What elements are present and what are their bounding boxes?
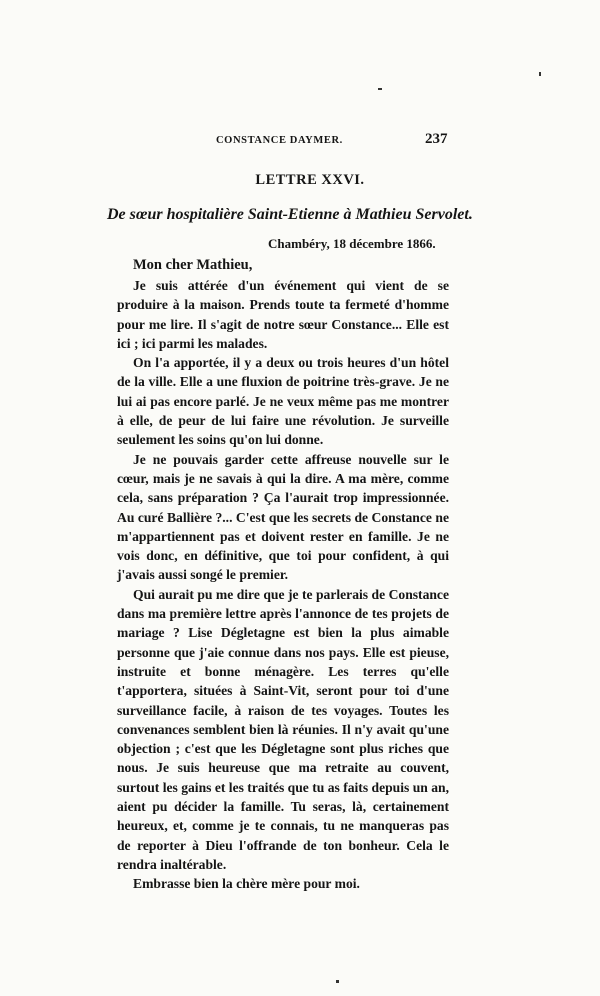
scan-speck	[378, 88, 382, 90]
running-head	[0, 131, 600, 153]
paragraph: Embrasse bien la chère mère pour moi.	[133, 876, 360, 892]
letter-body	[117, 276, 449, 894]
letter-dateline: Chambéry, 18 décembre 1866.	[268, 236, 436, 251]
running-title: CONSTANCE DAYMER.	[216, 135, 343, 146]
letter-salutation: Mon cher Mathieu,	[133, 257, 253, 273]
scan-speck	[336, 980, 339, 983]
scan-speck	[539, 72, 541, 76]
paragraph: Je ne pouvais garder cette affreuse nouvelle sur le cœur, mais je ne savais à qui la dire. A ma mère, comme cela, sans préparation ? Ça l'aurait trop impressionnée. Au curé Ballière ?... C'est que les secrets de Constance ne m'appartiennent pas et doivent rester en famille. Je ne vois donc, en définitive, que toi pour confident, à qui j'avais aussi songé le premier.	[117, 451, 449, 583]
paragraph: Qui aurait pu me dire que je te parlerais de Constance dans ma première lettre après l'annonce de tes projets de mariage ? Lise Dégletagne est bien la plus aimable personne que j'aie connue dans nos pays. Elle est pieuse, instruite et bonne ménagère. Les terres qu'elle t'apportera, situées à Saint-Vit, seront pour toi d'une surveillance facile, à raison de tes voyages. Toutes les convenances semblent bien là réunies. Il n'y avait qu'une objection ; c'est que les Dégletagne sont plus riches que nous. Je suis heureuse que ma retraite au couvent, surtout les gains et les traités que tu as faits depuis un an, aient pu décider la famille. Tu seras, là, certainement heureux, et, comme je te connais, tu ne manqueras pas de reporter à Dieu l'offrande de ton bonheur. Cela le rendra inaltérable.	[117, 586, 449, 872]
letter-heading: LETTRE XXVI.	[255, 172, 365, 188]
paragraph: On l'a apportée, il y a deux ou trois heures d'un hôtel de la ville. Elle a une fluxion de poitrine très-grave. Je ne lui ai pas encore parlé. Je ne veux même pas me montrer à elle, de peur de lui faire une révolution. Je surveille seulement les soins qu'on lui donne.	[117, 355, 449, 448]
paragraph: Je suis attérée d'un événement qui vient de se produire à la maison. Prends toute ta fermeté d'homme pour me lire. Il s'agit de notre sœur Constance... Elle est ici ; ici parmi les malades.	[117, 278, 449, 351]
page-number: 237	[425, 131, 448, 147]
letter-subheading: De sœur hospitalière Saint-Etienne à Mathieu Servolet.	[107, 206, 473, 223]
